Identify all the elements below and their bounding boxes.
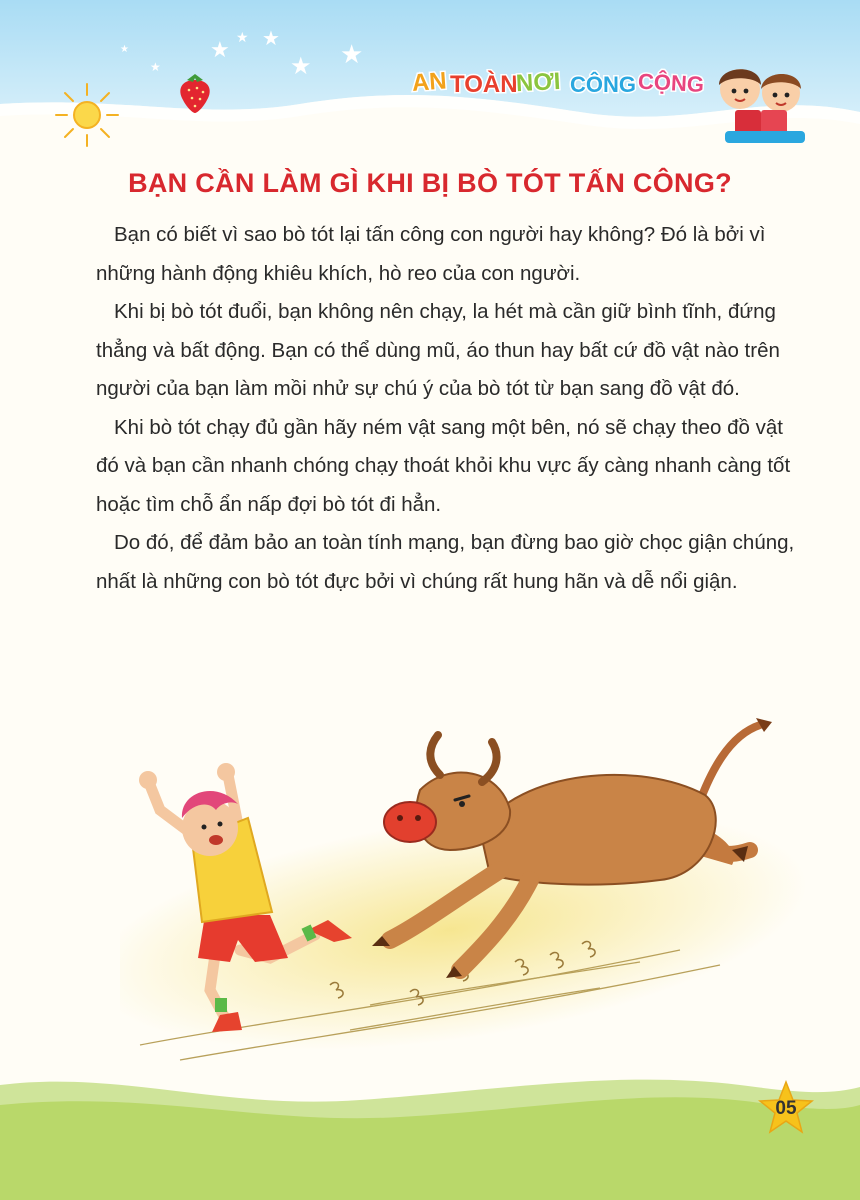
- star-icon: ★: [150, 60, 161, 74]
- paragraph: Khi bò tót chạy đủ gần hãy ném vật sang một bên, nó sẽ chạy theo đồ vật đó và bạn cần nhanh chóng chạy thoát khỏi khu vực ấy càng nhanh càng tốt hoặc tìm chỗ ẩn nấp đợi bò tót đi hẳn.: [96, 415, 791, 516]
- sun-icon: [52, 80, 122, 150]
- series-word: CỘNG: [637, 68, 705, 98]
- kids-reading-illustration: [705, 55, 815, 145]
- star-icon: ★: [236, 30, 249, 46]
- page-number: 05: [775, 1098, 797, 1119]
- series-word: TOÀN: [450, 71, 518, 98]
- series-word: NƠI: [515, 67, 562, 98]
- series-word: AN: [411, 67, 448, 97]
- star-icon: ★: [262, 26, 280, 50]
- paragraph: Do đó, để đảm bảo an toàn tính mạng, bạn đừng bao giờ chọc giận chúng, nhất là những con bò tót đực bởi vì chúng rất hung hãn và dễ nổi giận.: [96, 531, 795, 593]
- star-icon: ★: [120, 44, 129, 55]
- footer-grass-band: [0, 1065, 860, 1200]
- star-icon: ★: [210, 38, 230, 63]
- paragraph: Bạn có biết vì sao bò tót lại tấn công con người hay không? Đó là bởi vì những hành động khiêu khích, hò reo của con người.: [96, 223, 766, 285]
- star-icon: ★: [290, 52, 312, 80]
- paragraph: Khi bị bò tót đuổi, bạn không nên chạy, la hét mà cần giữ bình tĩnh, đứng thẳng và bất động. Bạn có thể dùng mũ, áo thun hay bất cứ đồ vật nào trên người của bạn làm mồi nhử sự chú ý của bò tót từ bạn sang đồ vật đó.: [96, 300, 780, 400]
- series-title-logo: [410, 58, 710, 102]
- strawberry-icon: [175, 70, 215, 115]
- star-icon: ★: [340, 40, 364, 70]
- article-title: BẠN CẦN LÀM GÌ KHI BỊ BÒ TÓT TẤN CÔNG?: [128, 168, 732, 198]
- series-word: CÔNG: [570, 72, 636, 97]
- bull-chasing-boy-illustration: [120, 700, 820, 1080]
- article-body: [96, 216, 796, 601]
